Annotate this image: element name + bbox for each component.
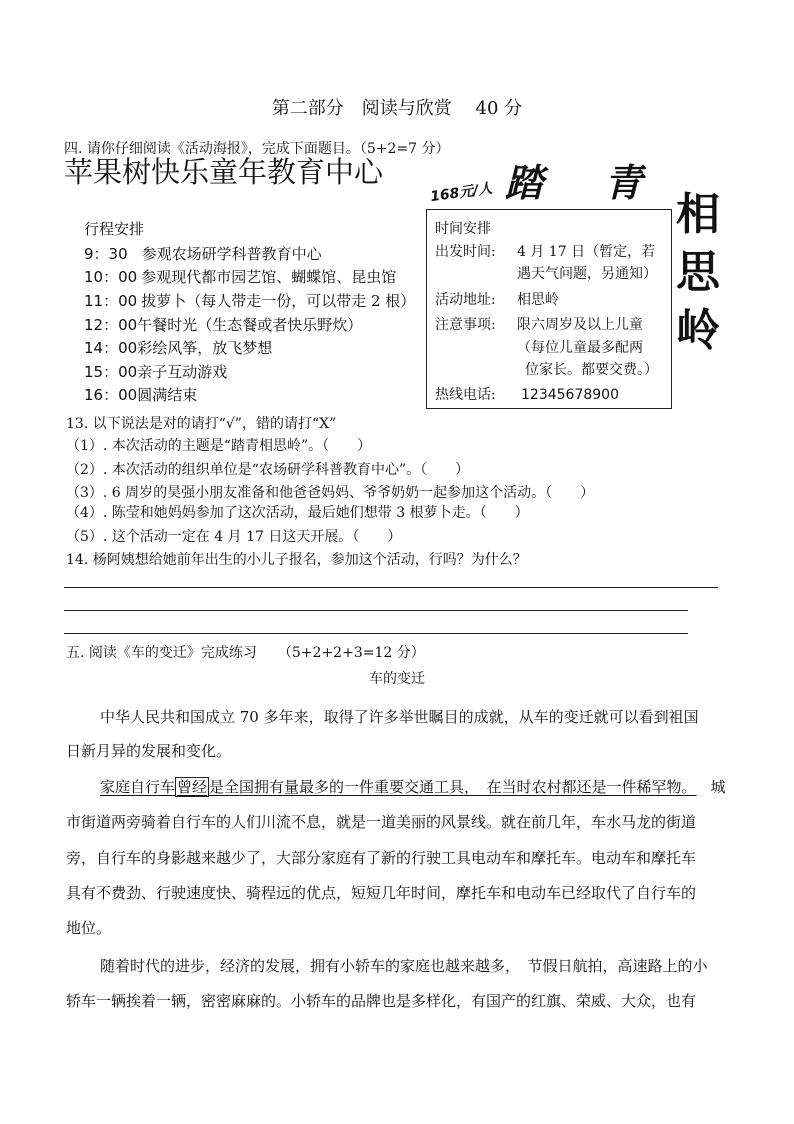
departure-note: 遇天气问题，另通知） [517,266,657,282]
schedule-activity: 亲子互动游戏 [137,363,228,381]
notes-label: 注意事项: [435,317,496,333]
notes-line-3: 位家长。都要交费。） [525,362,658,378]
q4-intro: 四. 请你仔细阅读《活动海报》，完成下面题目。（5+2=7 分） [64,141,450,157]
schedule-time: 10：00 [84,268,138,286]
schedule-item [84,361,227,382]
article-title: 车的变迁 [369,671,425,687]
schedule-activity: 拔萝卜（每人带走一份，可以带走 2 根） [141,292,416,310]
hotline-label: 热线电话: [435,387,496,403]
poster-title: 苹果树快乐童年教育中心 [64,155,384,189]
q13-item: （1）. 本次活动的主题是“踏青相思岭”。（ ） [66,438,372,454]
paragraph-3-line: 随着时代的进步，经济的发展，拥有小轿车的家庭也越来越多， 节假日航拍，高速路上的小 [100,957,708,975]
schedule-time: 12：00 [84,316,138,334]
place-char: 思 [676,247,720,298]
underlined-text: 家庭自行车 [100,778,176,796]
schedule-activity: 午餐时光（生态餐或者快乐野炊） [137,316,363,334]
q13-item: （2）. 本次活动的组织单位是“农场研学科普教育中心”。（ ） [66,462,470,478]
place-char: 岭 [676,305,720,356]
time-info-box [426,209,672,409]
paragraph-2-line: 具有不费劲、行驶速度快、骑程远的优点，短短几年时间，摩托车和电动车已经取代了自行车的 [66,884,697,902]
paragraph-2-line: 市街道两旁骑着自行车的人们川流不息，就是一道美丽的风景线。就在前几年，车水马龙的街道 [66,813,697,831]
schedule-item [84,314,362,335]
underlined-text: 是全国拥有量最多的一件重要交通工具， 在当时农村都还是一件稀罕物。 [209,778,697,796]
q13-item: （3）. 6 周岁的昊强小朋友准备和他爸爸妈妈、爷爷奶奶一起参加这个活动。（ ） [66,485,595,501]
schedule-item [84,243,322,264]
q5-intro: 五. 阅读《车的变迁》完成练习 （5+2+2+3=12 分） [66,645,425,661]
q13-prompt: 13. 以下说法是对的请打“√”，错的请打“X” [66,416,337,432]
schedule-time: 14：00 [84,339,138,357]
schedule-item [84,290,415,311]
q13-item: （5）. 这个活动一定在 4 月 17 日这天开展。（ ） [66,529,402,545]
paragraph-2-line: 旁，自行车的身影越来越少了，大部分家庭有了新的行驶工具电动车和摩托车。电动车和摩托车 [66,849,697,867]
answer-line[interactable] [64,587,718,588]
paragraph-1-line: 日新月异的发展和变化。 [66,742,232,760]
hotline-value: 12345678900 [521,387,619,403]
paragraph-2-line: 地位。 [66,919,112,937]
paragraph-3-line: 轿车一辆挨着一辆，密密麻麻的。小轿车的品牌也是多样化，有国产的红旗、荣威、大众，也有 [66,992,697,1010]
q13-item: （4）. 陈莹和她妈妈参加了这次活动，最后她们想带 3 根萝卜走。（ ） [66,505,529,521]
paragraph-2-line-end: 城 [710,778,726,796]
schedule-item [84,337,272,358]
notes-line-1: 限六周岁及以上儿童 [517,317,643,333]
schedule-time: 9：30 [84,245,128,263]
departure-value: 4 月 17 日（暂定，若 [517,244,656,260]
boxed-word: 曾经 [177,778,208,796]
place-char: 相 [676,189,720,240]
q14-prompt: 14. 杨阿姨想给她前年出生的小儿子报名，参加这个活动，行吗？为什么？ [66,552,527,568]
answer-line[interactable] [64,610,688,611]
schedule-activity: 参观农场研学科普教育中心 [141,245,322,263]
schedule-heading: 行程安排 [84,220,145,238]
location-label: 活动地址: [435,292,496,308]
answer-line[interactable] [64,633,688,634]
schedule-time: 11：00 [84,292,138,310]
paragraph-2-line [100,776,726,797]
section-title: 第二部分 阅读与欣赏 40 分 [271,98,523,119]
poster-tagline: 踏 青 [505,160,667,205]
vertical-place-name [676,186,720,360]
paragraph-1-line: 中华人民共和国成立 70 多年来，取得了许多举世瞩目的成就，从车的变迁就可以看到祖国 [100,708,699,726]
schedule-item [84,384,197,405]
schedule-activity: 参观现代都市园艺馆、蝴蝶馆、昆虫馆 [141,268,397,286]
schedule-activity: 彩绘风筝，放飞梦想 [137,339,273,357]
schedule-activity: 圆满结束 [137,386,198,404]
schedule-time: 15：00 [84,363,138,381]
schedule-time: 16：00 [84,386,138,404]
notes-line-2: （每位儿童最多配两 [517,340,643,356]
schedule-item [84,266,396,287]
location-value: 相思岭 [517,292,559,308]
info-heading: 时间安排 [435,221,491,237]
poster-price: 168元/人 [429,180,494,206]
departure-label: 出发时间: [435,244,496,260]
